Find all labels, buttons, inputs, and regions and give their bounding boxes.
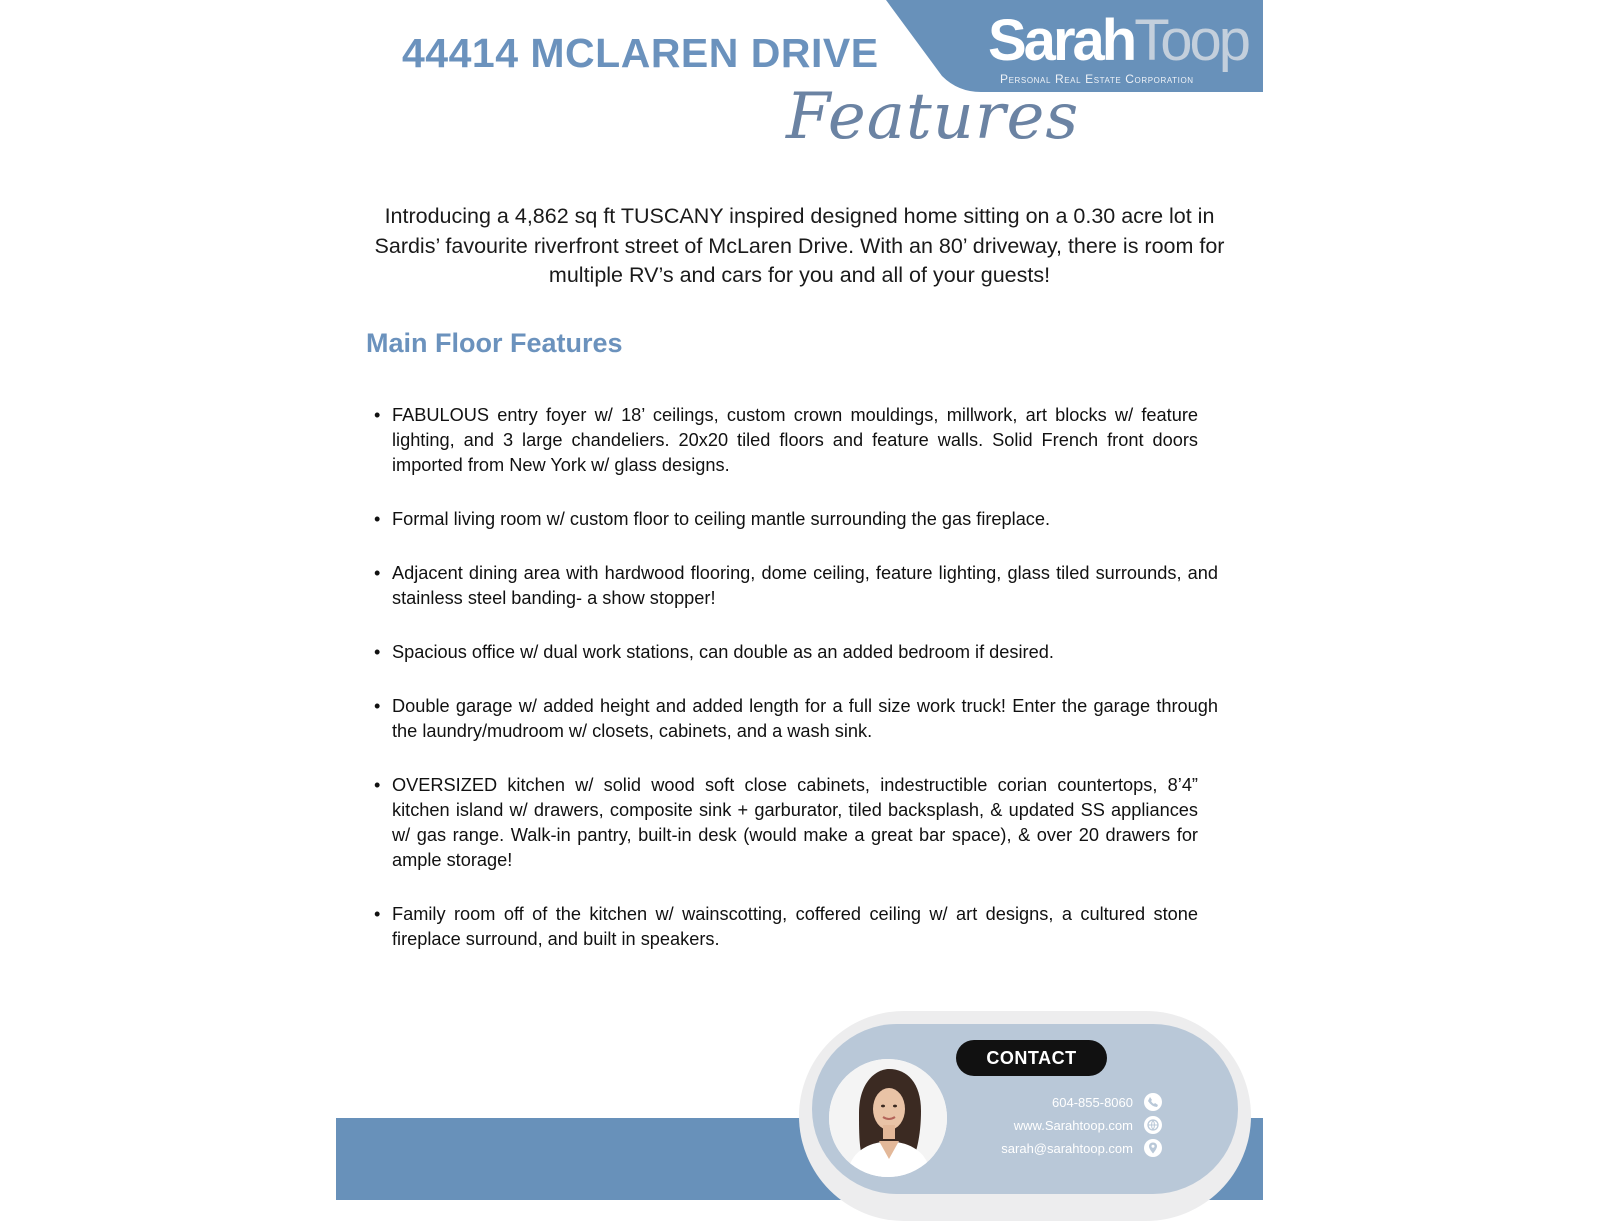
script-heading: Features (786, 80, 1080, 154)
avatar (829, 1059, 947, 1177)
list-item: • Double garage w/ added height and added length for a full size work truck! Enter the garage through the laundry/mudroom w/ closets, cabinets, and a wash sink. (368, 694, 1218, 744)
list-item: • Family room off of the kitchen w/ wainscotting, coffered ceiling w/ art designs, a cultured stone fireplace surround, and built in speakers. (368, 902, 1198, 952)
brand-first-name: Sarah (988, 8, 1135, 73)
list-item: • FABULOUS entry foyer w/ 18’ ceilings, custom crown mouldings, millwork, art blocks w/ feature lighting, and 3 large chandeliers. 20x20 tiled floors and feature walls. Solid French front doors imported from New York w/ glass designs. (368, 403, 1198, 478)
list-item: • OVERSIZED kitchen w/ solid wood soft close cabinets, indestructible corian countertops, 8’4” kitchen island w/ drawers, composite sink + garburator, tiled backsplash, & updated SS appliances w/ gas range. Walk-in pantry, built-in desk (would make a great bar space), & over 20 drawers for ample storage! (368, 773, 1198, 873)
phone-link[interactable]: 604-855-8060 (1052, 1095, 1133, 1110)
list-item: • Spacious office w/ dual work stations, can double as an added bedroom if desired. (368, 640, 1218, 665)
contact-button[interactable]: CONTACT (956, 1040, 1107, 1076)
brand-subtitle: Personal Real Estate Corporation (1000, 72, 1194, 86)
flyer-page (336, 0, 1263, 1200)
page-title: 44414 MCLAREN DRIVE (402, 30, 879, 76)
list-item: • Adjacent dining area with hardwood flooring, dome ceiling, feature lighting, glass tiled surrounds, and stainless steel banding- a show stopper! (368, 561, 1218, 611)
email-link[interactable]: sarah@sarahtoop.com (1001, 1141, 1133, 1156)
section-heading: Main Floor Features (366, 328, 623, 358)
feature-list (368, 403, 1218, 981)
intro-paragraph: Introducing a 4,862 sq ft TUSCANY inspired designed home sitting on a 0.30 acre lot in Sardis’ favourite riverfront street of McLaren Drive. With an 80’ driveway, there is room for multiple RV’s and cars for you and all of your guests! (374, 204, 1225, 287)
list-item: • Formal living room w/ custom floor to ceiling mantle surrounding the gas fireplace. (368, 507, 1218, 532)
agent-photo (829, 1059, 947, 1177)
website-link[interactable]: www.Sarahtoop.com (1013, 1118, 1133, 1133)
phone-icon (1144, 1093, 1162, 1111)
location-pin-icon (1144, 1139, 1162, 1157)
brand-logo (988, 8, 1250, 90)
brand-last-name: Toop (1134, 8, 1248, 73)
globe-icon (1144, 1116, 1162, 1134)
